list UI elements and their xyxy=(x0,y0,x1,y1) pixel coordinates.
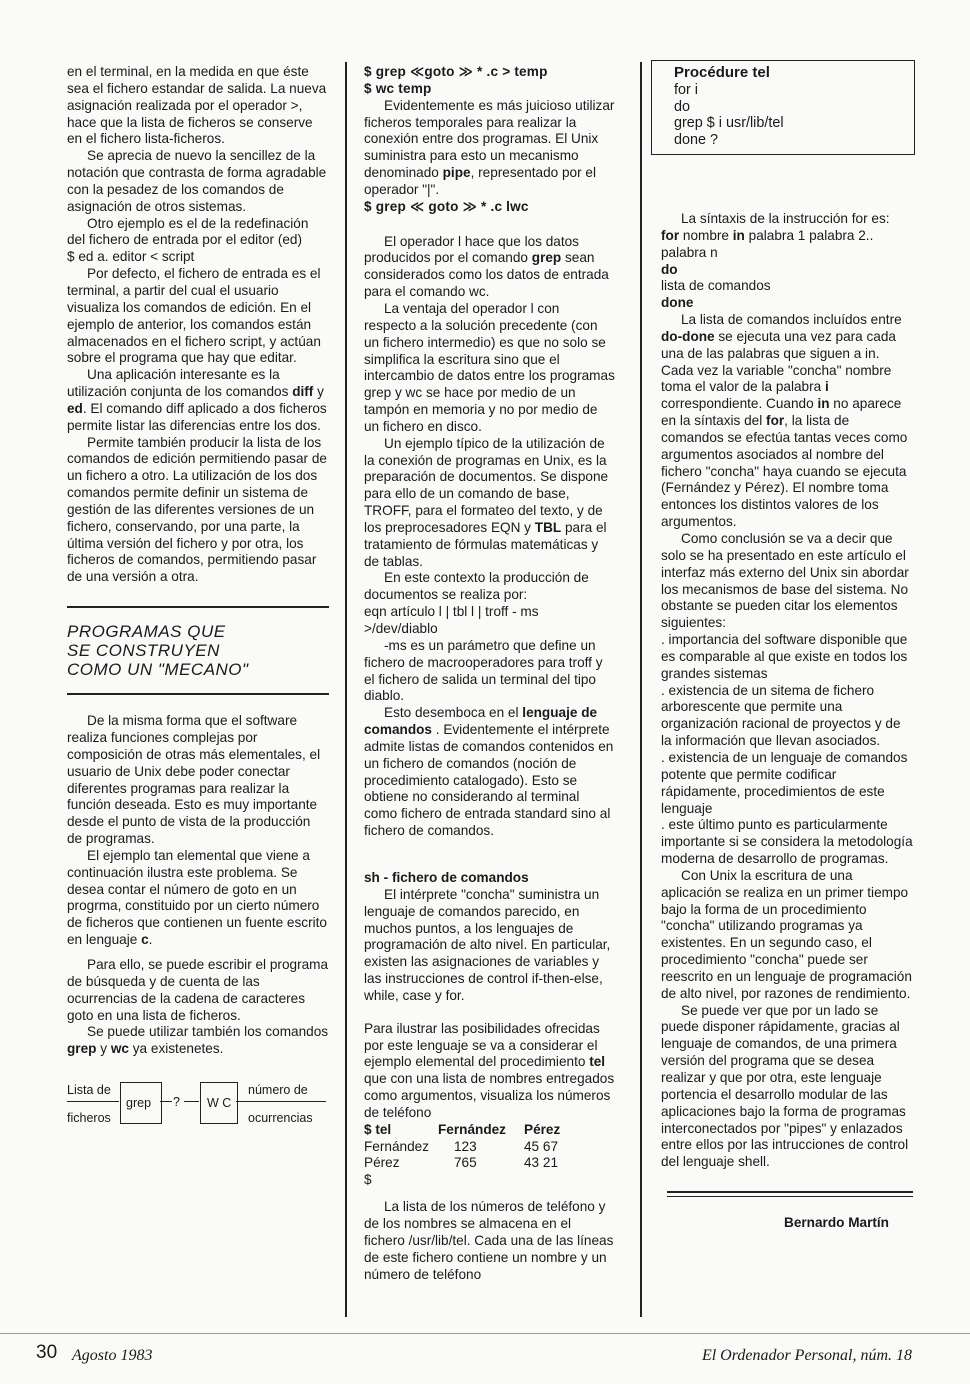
table-cell: 765 xyxy=(454,1155,477,1171)
paragraph: La síntaxis de la instrucción for es: xyxy=(681,210,890,226)
paragraph: El intérprete "concha" suministra un lenguaje de comandos parecido, en muchos puntos, a los lenguajes de programación de alto nivel. En particular, existen las asignaciones de variables y las instrucciones de control if-then-else, while, case y for. xyxy=(364,886,611,1003)
syntax-line: for nombre in palabra 1 palabra 2.. palabra n xyxy=(661,227,874,260)
paragraph: en el terminal, en la medida en que éste sea el fichero estandar de salida. La nueva asignación realizada por el operador >, hace que la lista de ficheros se conserve en el fichero lista-ficheros. xyxy=(67,64,327,147)
paragraph: Permite también producir la lista de los comandos de edición permitiendo pasar de un fichero a otro. La utilización de los dos comandos permite definir un sistema de gestión de las diferentes versiones de un fichero, conservando, por una parte, la última versión del fichero y por otra, los ficheros de comandos, permitiendo pasar de una versión a otra. xyxy=(67,434,327,585)
phone-table xyxy=(364,1122,615,1189)
table-cell: 45 67 xyxy=(524,1138,559,1154)
syntax-line: do xyxy=(661,261,678,277)
paragraph: El ejemplo tan elemental que viene a continuación ilustra este problema. Se desea contar el número de goto en un progrma, constituido por un cierto número de ficheros que contienen un fuente escrito en lenguaje c. xyxy=(67,847,327,948)
diagram-label-input: ficheros xyxy=(67,1111,111,1126)
paragraph: Para ilustrar las posibilidades ofrecidas por este lenguaje se va a considerar el ejemplo elemental del procedimiento tel que con una lista de nombres entregados como argumentos, visualiza los números de teléfono xyxy=(364,1020,615,1120)
paragraph: Se aprecia de nuevo la sencillez de la notación que contrasta de forma agradable con la pesadez de los comandos de asignación de otros sistemas. xyxy=(67,148,327,214)
procedure-box xyxy=(651,60,915,155)
diagram-arrow xyxy=(160,1101,172,1102)
diagram-box-label: W C xyxy=(207,1096,232,1111)
paragraph: Una aplicación interesante es la utilización conjunta de los comandos diff y ed. El comando diff aplicado a dos ficheros permite listar las diferencias entre los dos. xyxy=(67,367,327,433)
author-signature: Bernardo Martín xyxy=(784,1215,889,1231)
subheading: sh - fichero de comandos xyxy=(364,869,529,885)
footer-rule xyxy=(0,1333,970,1334)
procedure-line: grep $ i usr/lib/tel xyxy=(674,115,784,132)
magazine-name: El Ordenador Personal, núm. 18 xyxy=(701,1347,912,1364)
paragraph: Con Unix la escritura de una aplicación se realiza en un primer tiempo bajo la forma de un procedimiento "concha" utilizando programas ya existentes. En un segundo caso, el procedimiento "concha" puede ser reescrito en un lenguaje de programación de alto nivel, por razones de rendimiento. xyxy=(661,867,912,1001)
diagram-box-label: grep xyxy=(126,1096,152,1111)
paragraph: El operador l hace que los datos producidos por el comando grep sean considerados como los datos de entrada para el comando wc. xyxy=(364,233,609,300)
paragraph: La ventaja del operador l con respecto a la solución precedente (con un fichero intermedio) es que no solo se simplifica la escritura sino que el intercambio de datos entre los programas grep y wc se hace por medio de un tampón en memoria y no por medio de un fichero en disco. xyxy=(364,300,615,434)
code-line: $ grep ≪goto ≫ * .c > temp xyxy=(364,64,548,79)
procedure-line: for i xyxy=(674,81,698,98)
code-line: $ grep ≪ goto ≫ * .c lwc xyxy=(364,198,529,214)
table-cell: Fernández xyxy=(364,1138,429,1154)
code-line: >/dev/diablo xyxy=(364,621,438,636)
code-line: $ ed a. editor < script xyxy=(67,249,195,265)
paragraph: Evidentemente es más juicioso utilizar ficheros temporales para realizar la conexión entre dos programas. El Unix suministra para esto un mecanismo denominado pipe, representado por el operador "|". xyxy=(364,97,615,197)
issue-date: Agosto 1983 xyxy=(72,1347,153,1364)
paragraph: La lista de los números de teléfono y de los nombres se almacena en el fichero /usr/lib/tel. Cada una de las líneas de este fichero contiene un nombre y un número de teléfono xyxy=(364,1199,614,1282)
signature-rule xyxy=(667,1191,913,1197)
paragraph: Esto desemboca en el lenguaje de comandos . Evidentemente el intérprete admite listas de comandos contenidos en un fichero de comandos (noción de procedimiento catalogado). Esto se obtiene no considerando al terminal como fichero de entrada standard sino al fichero de comandos. xyxy=(364,705,614,839)
paragraph: En este contexto la producción de documentos se realiza por: xyxy=(364,570,589,603)
procedure-line: done ? xyxy=(674,132,719,149)
bullet-item: . existencia de un sitema de fichero arborescente que permite una organización racional de proyectos y de la información que llevan asociados. xyxy=(661,682,901,749)
bullet-item: . este último punto es particularmente importante si se considera la metodología moderna de desarrollo de programas. xyxy=(661,817,913,867)
diagram-arrow xyxy=(236,1101,326,1102)
code-line: eqn artículo l | tbl l | troff - ms xyxy=(364,604,539,620)
column-2 xyxy=(364,64,615,1283)
diagram-arrow xyxy=(67,1101,119,1102)
diagram-label-output: ocurrencias xyxy=(248,1111,313,1126)
table-cell: 43 21 xyxy=(524,1155,559,1171)
diagram-label-output: número de xyxy=(248,1083,308,1098)
paragraph: De la misma forma que el software realiza funciones complejas por composición de otras más elementales, el usuario de Unix debe poder conectar diferentes programas para realizar la función deseada. Esto es muy importante desde el punto de vista de la producción de programas. xyxy=(67,713,321,847)
procedure-title: Procédure tel xyxy=(674,64,770,81)
procedure-line: do xyxy=(674,98,691,115)
table-cell: 123 xyxy=(454,1138,477,1154)
paragraph: Otro ejemplo es el de la redefinación del fichero de entrada por el editor (ed) xyxy=(67,215,309,248)
section-heading: PROGRAMAS QUE SE CONSTRUYEN COMO UN "MECANO" xyxy=(67,622,249,680)
paragraph: Se puede ver que por un lado se puede disponer rápidamente, gracias al lenguaje de comandos, de una primera versión del programa que se desea realizar y que por otra, este lenguaje portencia el desarrollo modular de las aplicaciones bajo la forma de programas interconectados por "pipes" y enlazados entre ellos por las intrucciones de control del lenguaje shell. xyxy=(661,1002,909,1170)
paragraph: La lista de comandos incluídos entre do-done se ejecuta una vez para cada una de las palabras que siguen a in. Cada vez la variable "concha" nombre toma el valor de la palabra i correspondiente. Cuando in no aparece en la síntaxis del for, la lista de comandos se efectúa tantas veces como argumentos asociados al nombre del fichero "concha" haya cuando se ejecuta (Fernández y Pérez). El nombre toma entonces los distintos valores de los argumentos. xyxy=(661,312,908,530)
paragraph: -ms es un parámetro que define un fichero de macrooperadores para troff y el fichero de salida un terminal del tipo diablo. xyxy=(364,637,603,704)
column-rule-right xyxy=(640,62,642,1317)
pipeline-diagram xyxy=(67,1080,329,1140)
syntax-line: done xyxy=(661,295,694,311)
diagram-label-input: Lista de xyxy=(67,1083,111,1098)
paragraph: Como conclusión se va a decir que solo se ha presentado en este artículo el interfaz más externo del Unix sin abordar los mecanismos de base del sistema. No obstante se pueden citar los elementos siguientes: xyxy=(661,531,909,631)
column-1 xyxy=(67,64,329,1140)
bullet-item: . existencia de un lenguaje de comandos potente que permite codificar rápidamente, procedimientos de este lenguaje xyxy=(661,749,908,816)
paragraph: Por defecto, el fichero de entrada es el terminal, a partir del cual el usuario visualiza los comandos de edición. En el ejemplo de anterior, los comandos están almacenados en el fichero script, y actúan sobre el programa que hay que editar. xyxy=(67,266,321,366)
syntax-line: lista de comandos xyxy=(661,278,771,294)
table-header-cell: $ tel xyxy=(364,1121,392,1137)
table-header-cell: Pérez xyxy=(524,1121,561,1137)
paragraph: Se puede utilizar también los comandos grep y wc ya existenetes. xyxy=(67,1024,329,1057)
table-header-cell: Fernández xyxy=(438,1121,506,1137)
paragraph: Para ello, se puede escribir el programa de búsqueda y de cuenta de las ocurrencias de la cadena de caracteres goto en una lista de ficheros. xyxy=(67,956,329,1023)
code-line: $ wc temp xyxy=(364,80,432,96)
bullet-item: . importancia del software disponible que es comparable al que existe en todos los grandes sistemas xyxy=(661,632,908,681)
page-number: 30 xyxy=(36,1342,58,1363)
column-rule-left xyxy=(345,62,347,1317)
table-prompt: $ xyxy=(364,1172,372,1188)
table-cell: Pérez xyxy=(364,1155,400,1171)
diagram-question: ? xyxy=(173,1095,180,1110)
diagram-arrow xyxy=(184,1101,199,1102)
paragraph: Un ejemplo típico de la utilización de la conexión de programas en Unix, es la preparación de documentos. Se dispone para ello de un comando de base, TROFF, para el formateo del texto, y de los preprocesadores EQN y TBL para el tratamiento de fórmulas matemáticas y de tablas. xyxy=(364,435,609,569)
column-3 xyxy=(661,60,913,1232)
section-rule xyxy=(67,693,329,695)
